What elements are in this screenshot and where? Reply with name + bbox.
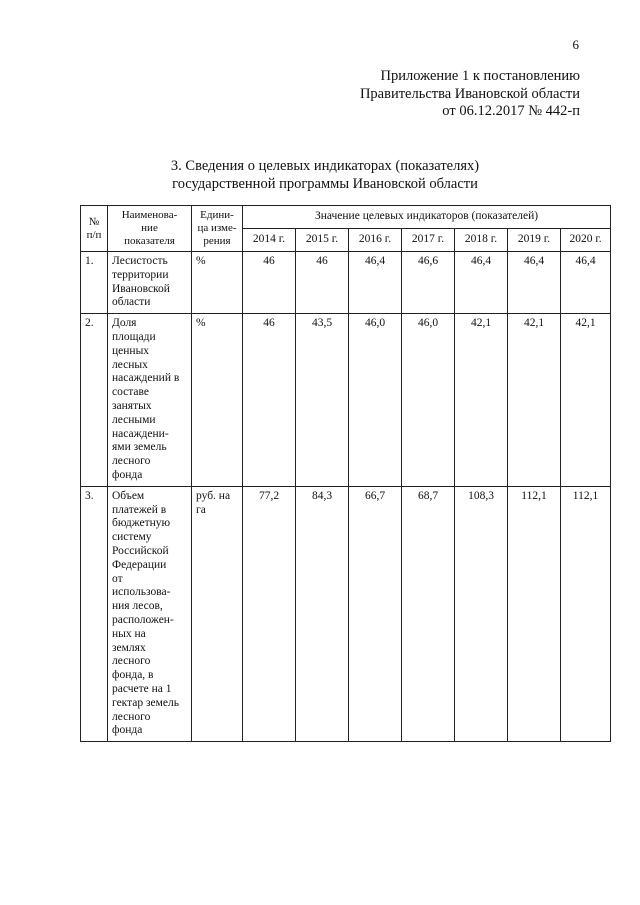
row-number: 2.	[81, 314, 108, 487]
row-number: 3.	[81, 486, 108, 741]
section-title-line-1: 3. Сведения о целевых индикаторах (показателях)	[170, 158, 480, 174]
indicator-unit: %	[192, 314, 243, 487]
section-title	[120, 157, 530, 193]
appendix-line-3: от 06.12.2017 № 442-п	[442, 103, 580, 119]
indicator-name: Доля площади ценных лесных насаждений в составе занятых лесными насаждени- ями земель лесного фонда	[108, 314, 192, 487]
header-year: 2017 г.	[402, 229, 455, 252]
value-cell: 112,1	[561, 486, 611, 741]
row-number: 1.	[81, 252, 108, 314]
header-unit: Едини- ца изме- рения	[192, 206, 243, 252]
table-row	[81, 252, 611, 314]
value-cell: 46,0	[402, 314, 455, 487]
value-cell: 42,1	[455, 314, 508, 487]
header-year: 2020 г.	[561, 229, 611, 252]
appendix-line-2: Правительства Ивановской области	[359, 85, 580, 102]
value-cell: 43,5	[296, 314, 349, 487]
value-cell: 42,1	[561, 314, 611, 487]
indicator-name: Объем платежей в бюджетную систему Российской Федерации от использова- ния лесов, расположен- ных на землях лесного фонда, в расчете на 1 гектар земель лесного фонда	[108, 486, 192, 741]
table-header	[81, 206, 611, 252]
value-cell: 66,7	[349, 486, 402, 741]
value-cell: 46,4	[508, 252, 561, 314]
section-title-line-2: государственной программы Ивановской области	[172, 176, 478, 192]
header-number: № п/п	[81, 206, 108, 252]
value-cell: 112,1	[508, 486, 561, 741]
header-year: 2015 г.	[296, 229, 349, 252]
value-cell: 42,1	[508, 314, 561, 487]
value-cell: 68,7	[402, 486, 455, 741]
appendix-reference	[250, 68, 580, 121]
table-row	[81, 314, 611, 487]
value-cell: 108,3	[455, 486, 508, 741]
table-row	[81, 486, 611, 741]
value-cell: 77,2	[243, 486, 296, 741]
header-year: 2016 г.	[349, 229, 402, 252]
value-cell: 46,4	[561, 252, 611, 314]
value-cell: 84,3	[296, 486, 349, 741]
indicator-name: Лесистость территории Ивановской области	[108, 252, 192, 314]
value-cell: 46,0	[349, 314, 402, 487]
value-cell: 46	[243, 314, 296, 487]
header-year: 2018 г.	[455, 229, 508, 252]
header-row-1	[81, 206, 611, 229]
page-number: 6	[572, 37, 579, 52]
indicator-unit: руб. на га	[192, 486, 243, 741]
appendix-line-1: Приложение 1 к постановлению	[380, 68, 580, 84]
value-cell: 46	[243, 252, 296, 314]
header-values-group: Значение целевых индикаторов (показателей)	[243, 206, 611, 229]
value-cell: 46,4	[455, 252, 508, 314]
header-year: 2019 г.	[508, 229, 561, 252]
value-cell: 46,4	[349, 252, 402, 314]
indicators-table	[80, 205, 611, 742]
table-body	[81, 252, 611, 742]
header-indicator-name: Наименова- ние показателя	[108, 206, 192, 252]
value-cell: 46,6	[402, 252, 455, 314]
header-year: 2014 г.	[243, 229, 296, 252]
value-cell: 46	[296, 252, 349, 314]
indicator-unit: %	[192, 252, 243, 314]
